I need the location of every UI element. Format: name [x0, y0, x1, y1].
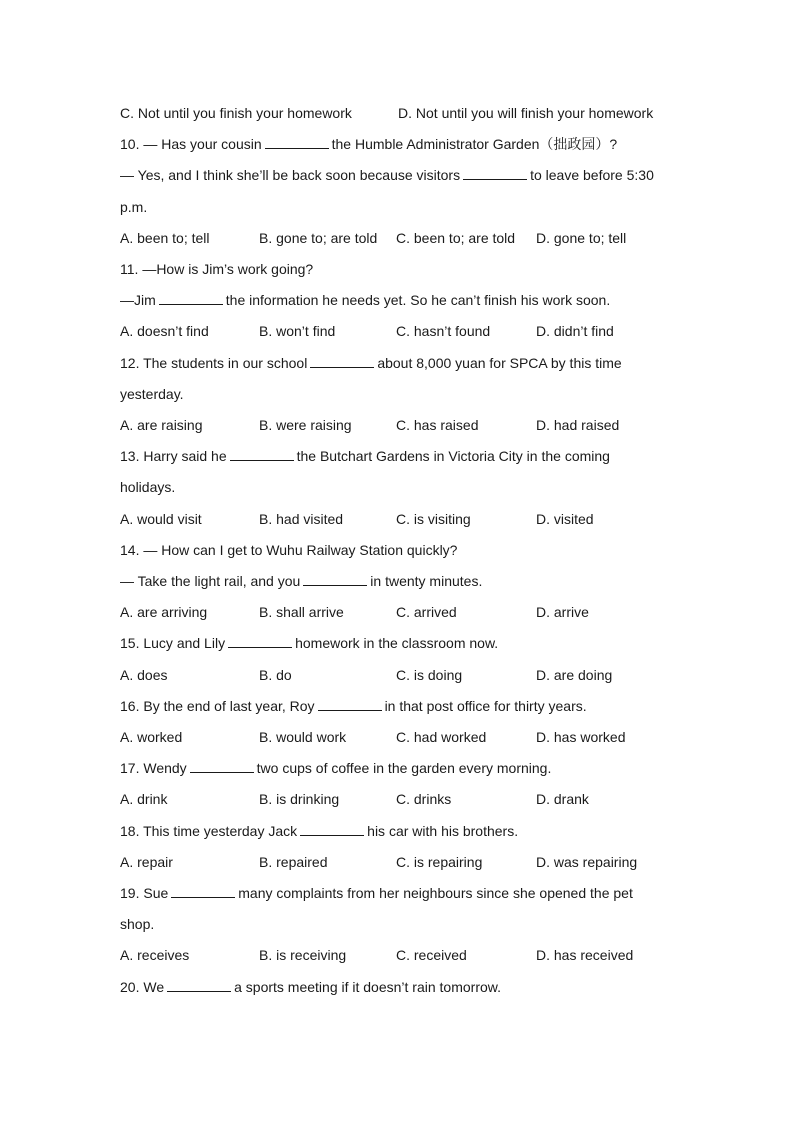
question-text: many complaints from her neighbours since she opened the pet	[238, 885, 633, 901]
answer-blank	[265, 135, 329, 149]
question-text: a sports meeting if it doesn’t rain tomorrow.	[234, 979, 502, 995]
option-d: D. gone to; tell	[536, 230, 627, 246]
question-text: 12. The students in our school	[120, 355, 308, 371]
option-a: A. are raising	[120, 417, 203, 433]
option-c: C. had worked	[396, 729, 487, 745]
option-c: C. been to; are told	[396, 230, 516, 246]
option-a: A. repair	[120, 854, 173, 870]
option-b: B. had visited	[259, 511, 344, 527]
option-a: A. worked	[120, 729, 183, 745]
question-text: 20. We	[120, 979, 165, 995]
question-line	[120, 260, 313, 278]
question-line	[120, 759, 551, 777]
question-line	[120, 291, 610, 309]
option-b: B. is drinking	[259, 791, 340, 807]
option-c: C. is visiting	[396, 511, 471, 527]
answer-blank	[159, 291, 223, 305]
answer-blank	[171, 884, 235, 898]
answer-blank	[303, 572, 367, 586]
option-b: B. do	[259, 667, 292, 683]
question-text: 17. Wendy	[120, 760, 187, 776]
option-c: C. is repairing	[396, 854, 483, 870]
question-text: — Take the light rail, and you	[120, 573, 301, 589]
answer-blank	[228, 634, 292, 648]
question-line	[120, 915, 154, 933]
option-b: B. were raising	[259, 417, 352, 433]
option-b: B. repaired	[259, 854, 328, 870]
answer-blank	[310, 354, 374, 368]
option-a: A. does	[120, 667, 168, 683]
question-line	[120, 978, 501, 996]
answer-blank	[463, 166, 527, 180]
option-d: D. are doing	[536, 667, 613, 683]
answer-blank	[230, 447, 294, 461]
option-c: C. arrived	[396, 604, 457, 620]
question-text: the Humble Administrator Garden（拙政园）?	[331, 136, 618, 152]
question-line	[120, 884, 633, 902]
answer-blank	[300, 822, 364, 836]
answer-blank	[318, 697, 382, 711]
option-a: A. would visit	[120, 511, 202, 527]
option-c: C. Not until you finish your homework	[120, 105, 352, 121]
question-text: —Jim	[120, 292, 156, 308]
option-c: C. received	[396, 947, 467, 963]
question-line	[120, 697, 587, 715]
question-text: yesterday.	[120, 386, 184, 402]
option-b: B. gone to; are told	[259, 230, 378, 246]
question-text: the information he needs yet. So he can’t finish his work soon.	[225, 292, 611, 308]
option-b: B. shall arrive	[259, 604, 344, 620]
option-c: C. hasn’t found	[396, 323, 491, 339]
question-text: two cups of coffee in the garden every morning.	[256, 760, 552, 776]
question-text: 18. This time yesterday Jack	[120, 823, 298, 839]
question-line	[120, 166, 654, 184]
option-a: A. doesn’t find	[120, 323, 209, 339]
option-d: D. visited	[536, 511, 594, 527]
question-line	[120, 541, 457, 559]
option-d: D. had raised	[536, 417, 620, 433]
question-line	[120, 354, 622, 372]
question-text: 19. Sue	[120, 885, 169, 901]
question-line	[120, 198, 147, 216]
answer-blank	[190, 759, 254, 773]
option-d: D. Not until you will finish your homework	[398, 105, 654, 121]
question-line	[120, 572, 482, 590]
question-text: in twenty minutes.	[370, 573, 483, 589]
question-line	[120, 478, 175, 496]
question-text: 15. Lucy and Lily	[120, 635, 226, 651]
option-d: D. has worked	[536, 729, 626, 745]
option-d: D. was repairing	[536, 854, 638, 870]
question-text: 11. —How is Jim’s work going?	[120, 261, 314, 277]
option-b: B. would work	[259, 729, 347, 745]
question-text: holidays.	[120, 479, 176, 495]
question-line	[120, 385, 184, 403]
option-d: D. arrive	[536, 604, 589, 620]
question-text: 16. By the end of last year, Roy	[120, 698, 315, 714]
question-text: p.m.	[120, 199, 148, 215]
question-line	[120, 135, 617, 153]
question-text: in that post office for thirty years.	[384, 698, 587, 714]
question-text: about 8,000 yuan for SPCA by this time	[377, 355, 622, 371]
option-a: A. drink	[120, 791, 168, 807]
question-text: shop.	[120, 916, 155, 932]
question-text: 10. — Has your cousin	[120, 136, 262, 152]
option-b: B. won’t find	[259, 323, 336, 339]
option-c: C. drinks	[396, 791, 452, 807]
question-line	[120, 634, 498, 652]
option-a: A. been to; tell	[120, 230, 210, 246]
option-d: D. didn’t find	[536, 323, 614, 339]
option-d: D. has received	[536, 947, 634, 963]
option-d: D. drank	[536, 791, 589, 807]
question-text: the Butchart Gardens in Victoria City in the coming	[296, 448, 610, 464]
option-a: A. receives	[120, 947, 190, 963]
option-c: C. is doing	[396, 667, 463, 683]
option-a: A. are arriving	[120, 604, 208, 620]
question-text: homework in the classroom now.	[295, 635, 499, 651]
answer-blank	[167, 978, 231, 992]
question-line	[120, 822, 518, 840]
option-b: B. is receiving	[259, 947, 347, 963]
question-text: — Yes, and I think she’ll be back soon because visitors	[120, 167, 461, 183]
question-text: to leave before 5:30	[530, 167, 654, 183]
question-text: 13. Harry said he	[120, 448, 227, 464]
option-c: C. has raised	[396, 417, 479, 433]
question-text: 14. — How can I get to Wuhu Railway Station quickly?	[120, 542, 458, 558]
question-line	[120, 447, 610, 465]
question-text: his car with his brothers.	[367, 823, 519, 839]
